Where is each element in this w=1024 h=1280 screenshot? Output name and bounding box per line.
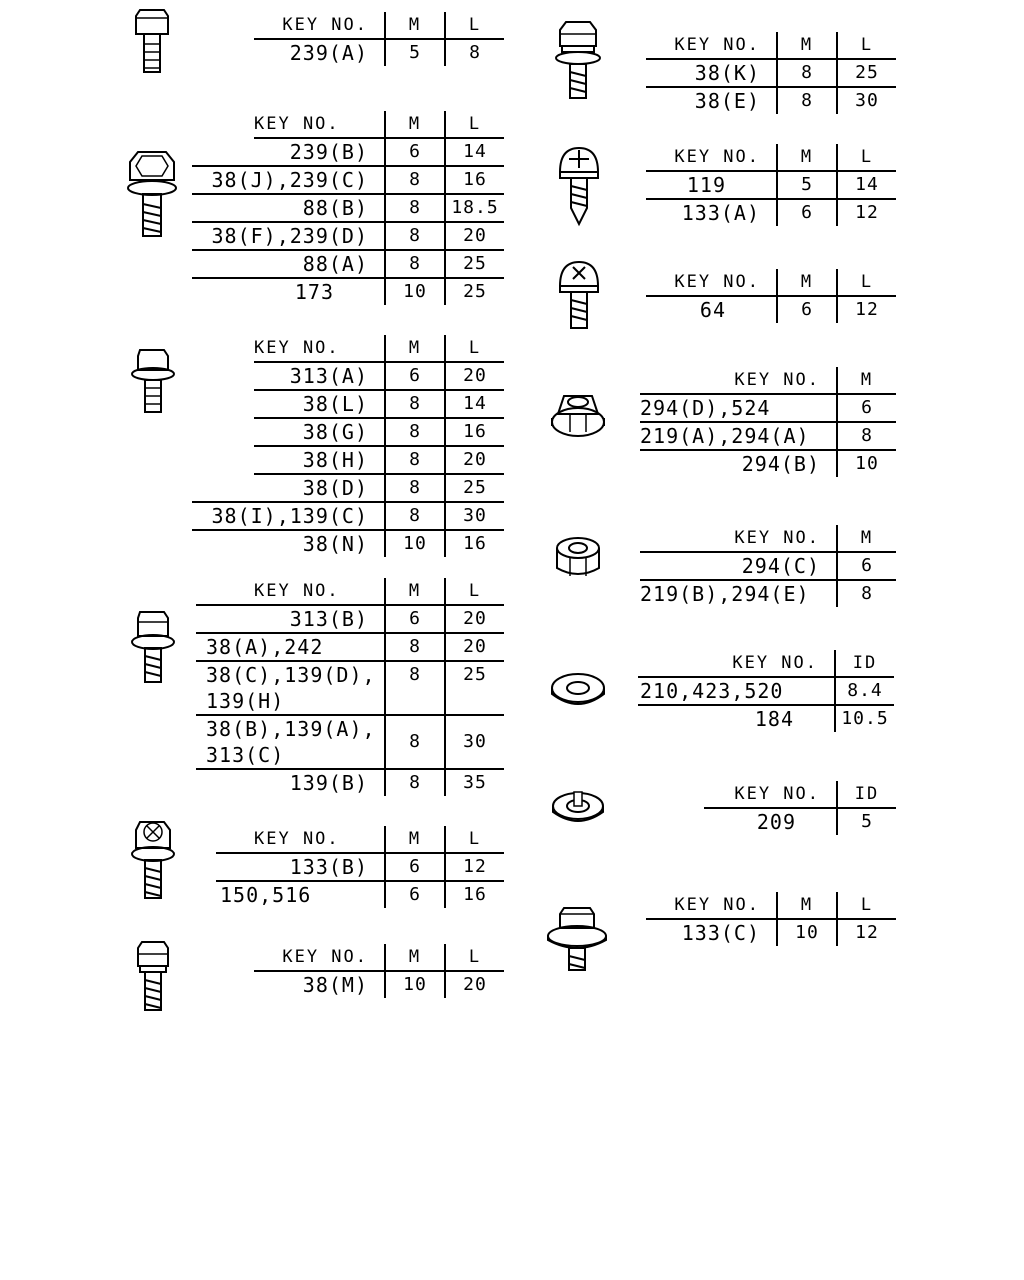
- l-value: 25: [463, 664, 487, 685]
- l-cell: 16: [444, 531, 504, 557]
- header-m: M: [776, 892, 836, 918]
- header-key-no: KEY NO.: [734, 784, 820, 804]
- header-l: L: [444, 578, 504, 604]
- header-key-no: KEY NO.: [734, 528, 820, 548]
- m-cell: 6: [776, 200, 836, 226]
- key-no-cell: 38(H): [302, 448, 368, 472]
- header-m: M: [776, 269, 836, 295]
- header-key-no: KEY NO.: [282, 947, 368, 967]
- header-l: L: [444, 12, 504, 38]
- m-cell: 8: [384, 251, 444, 277]
- header-key-no: KEY NO.: [674, 35, 760, 55]
- m-cell: 5: [384, 40, 444, 66]
- m-cell: 10: [384, 531, 444, 557]
- header-m: M: [776, 32, 836, 58]
- l-cell: 18.5: [444, 195, 504, 221]
- header-key-no: KEY NO.: [674, 895, 760, 915]
- key-no-line: 38(C),139(D),: [206, 663, 376, 687]
- header-key-no: KEY NO.: [734, 370, 820, 390]
- key-no-cell: 38(A),242: [206, 635, 324, 659]
- id-cell: 10.5: [834, 706, 894, 732]
- id-cell: 5: [836, 809, 896, 835]
- hex-nut-icon: [554, 536, 602, 580]
- key-no-line: 38(B),139(A),: [206, 717, 376, 741]
- key-no-cell: 209: [756, 810, 796, 834]
- key-no-cell: 294(D),524: [640, 396, 771, 420]
- slotted-bolt-icon: [132, 940, 176, 1014]
- key-no-cell: 38(J),239(C): [211, 168, 368, 192]
- m-value: 8: [409, 664, 421, 685]
- key-no-cell: 219(B),294(E): [640, 582, 810, 606]
- header-l: L: [444, 335, 504, 361]
- l-cell: 20: [444, 363, 504, 389]
- m-cell: 10: [384, 279, 444, 305]
- m-cell: 6: [836, 395, 896, 421]
- m-cell: 10: [776, 920, 836, 946]
- l-cell: [444, 716, 504, 768]
- key-no-cell: 173: [294, 280, 334, 304]
- m-cell: [384, 716, 444, 768]
- l-cell: 12: [836, 297, 896, 323]
- header-l: L: [444, 111, 504, 137]
- m-cell: 8: [776, 88, 836, 114]
- l-cell: 20: [444, 634, 504, 660]
- flat-washer-icon: [550, 670, 606, 712]
- key-no-cell: 313(A): [289, 364, 368, 388]
- m-cell: 8: [384, 167, 444, 193]
- phillips-screw-icon: [556, 260, 602, 332]
- header-m: M: [384, 335, 444, 361]
- m-cell: 8: [384, 475, 444, 501]
- m-cell: 8: [776, 60, 836, 86]
- key-no-cell: 184: [754, 707, 794, 731]
- l-value: 30: [463, 731, 487, 752]
- hex-flange-bolt-icon: [130, 610, 176, 686]
- header-m: M: [384, 12, 444, 38]
- header-key-no: KEY NO.: [254, 338, 340, 358]
- key-no-cell: 38(L): [302, 392, 368, 416]
- m-cell: 8: [384, 223, 444, 249]
- id-cell: 8.4: [834, 678, 894, 704]
- l-cell: 14: [444, 139, 504, 165]
- key-no-cell: 38(D): [302, 476, 368, 500]
- key-no-cell: 133(C): [681, 921, 760, 945]
- l-cell: 16: [444, 167, 504, 193]
- key-no-cell: 313(B): [289, 607, 368, 631]
- l-cell: 25: [836, 60, 896, 86]
- l-cell: 16: [444, 882, 504, 908]
- header-key-no: KEY NO.: [732, 653, 818, 673]
- l-cell: 25: [444, 251, 504, 277]
- key-no-cell: 139(B): [289, 771, 368, 795]
- hex-washer-bolt-icon: [554, 20, 602, 102]
- key-no-cell: 133(B): [289, 855, 368, 879]
- l-cell: 30: [444, 503, 504, 529]
- l-cell: 12: [836, 200, 896, 226]
- flange-bolt-icon: [130, 348, 176, 416]
- key-no-cell: 239(B): [289, 140, 368, 164]
- m-cell: 8: [836, 423, 896, 449]
- m-cell: [384, 662, 444, 714]
- l-cell: [444, 662, 504, 714]
- m-value: 8: [409, 731, 421, 752]
- key-no-cell: 119: [686, 173, 726, 197]
- flange-nut-icon: [550, 392, 606, 442]
- header-l: L: [444, 944, 504, 970]
- cross-head-bolt-icon: [130, 820, 176, 902]
- m-cell: 8: [384, 634, 444, 660]
- m-cell: 10: [384, 972, 444, 998]
- l-cell: 20: [444, 447, 504, 473]
- l-cell: 14: [444, 391, 504, 417]
- m-cell: 8: [384, 195, 444, 221]
- key-no-cell: 150,516: [220, 883, 312, 907]
- key-no-cell: 294(B): [741, 452, 820, 476]
- header-m: M: [776, 144, 836, 170]
- header-m: M: [836, 367, 896, 393]
- m-cell: 10: [836, 451, 896, 477]
- header-key-no: KEY NO.: [254, 114, 340, 134]
- m-cell: 6: [384, 606, 444, 632]
- hex-flange-bolt-icon: [126, 150, 178, 242]
- m-cell: 8: [384, 419, 444, 445]
- l-cell: 12: [444, 854, 504, 880]
- key-no-cell: 38(N): [302, 532, 368, 556]
- key-no-line: 313(C): [206, 743, 285, 767]
- key-no-cell: 64: [699, 298, 726, 322]
- key-no-cell: 38(G): [302, 420, 368, 444]
- l-cell: 20: [444, 606, 504, 632]
- m-cell: 6: [384, 882, 444, 908]
- key-no-cell: 38(K): [694, 61, 760, 85]
- header-id: ID: [836, 781, 896, 807]
- key-no-cell: 88(B): [302, 196, 368, 220]
- header-l: L: [836, 269, 896, 295]
- header-key-no: KEY NO.: [254, 581, 340, 601]
- header-l: L: [836, 892, 896, 918]
- m-cell: 6: [384, 139, 444, 165]
- header-l: L: [836, 32, 896, 58]
- m-cell: 8: [836, 581, 896, 607]
- key-no-multiline-cell: [196, 662, 384, 714]
- m-cell: 6: [776, 297, 836, 323]
- l-cell: 20: [444, 223, 504, 249]
- m-cell: 8: [384, 503, 444, 529]
- header-key-no: KEY NO.: [254, 829, 340, 849]
- phillips-tapping-screw-icon: [556, 146, 602, 226]
- l-cell: 12: [836, 920, 896, 946]
- key-no-line: 139(H): [206, 689, 285, 713]
- header-l: L: [836, 144, 896, 170]
- header-id: ID: [834, 650, 894, 676]
- l-cell: 16: [444, 419, 504, 445]
- large-washer-bolt-icon: [546, 904, 608, 974]
- m-cell: 8: [384, 391, 444, 417]
- header-key-no: KEY NO.: [282, 15, 368, 35]
- header-m: M: [384, 111, 444, 137]
- header-m: M: [836, 525, 896, 551]
- header-key-no: KEY NO.: [674, 272, 760, 292]
- hex-bolt-icon: [130, 8, 174, 74]
- key-no-cell: 210,423,520: [640, 679, 784, 703]
- m-cell: 6: [384, 854, 444, 880]
- header-key-no: KEY NO.: [674, 147, 760, 167]
- m-cell: 8: [384, 770, 444, 796]
- m-cell: 6: [836, 553, 896, 579]
- key-no-cell: 38(E): [694, 89, 760, 113]
- l-cell: 30: [836, 88, 896, 114]
- l-cell: 14: [836, 172, 896, 198]
- key-no-cell: 294(C): [741, 554, 820, 578]
- l-cell: 8: [444, 40, 504, 66]
- header-m: M: [384, 944, 444, 970]
- key-no-cell: 38(F),239(D): [211, 224, 368, 248]
- spring-washer-icon: [550, 790, 606, 830]
- m-cell: 5: [776, 172, 836, 198]
- key-no-cell: 133(A): [681, 201, 760, 225]
- key-no-cell: 219(A),294(A): [640, 424, 810, 448]
- l-cell: 25: [444, 279, 504, 305]
- key-no-cell: 38(M): [302, 973, 368, 997]
- l-cell: 35: [444, 770, 504, 796]
- l-cell: 20: [444, 972, 504, 998]
- key-no-multiline-cell: [196, 716, 384, 768]
- m-cell: 6: [384, 363, 444, 389]
- key-no-cell: 239(A): [289, 41, 368, 65]
- header-m: M: [384, 826, 444, 852]
- l-cell: 25: [444, 475, 504, 501]
- header-l: L: [444, 826, 504, 852]
- m-cell: 8: [384, 447, 444, 473]
- header-m: M: [384, 578, 444, 604]
- key-no-cell: 88(A): [302, 252, 368, 276]
- key-no-cell: 38(I),139(C): [211, 504, 368, 528]
